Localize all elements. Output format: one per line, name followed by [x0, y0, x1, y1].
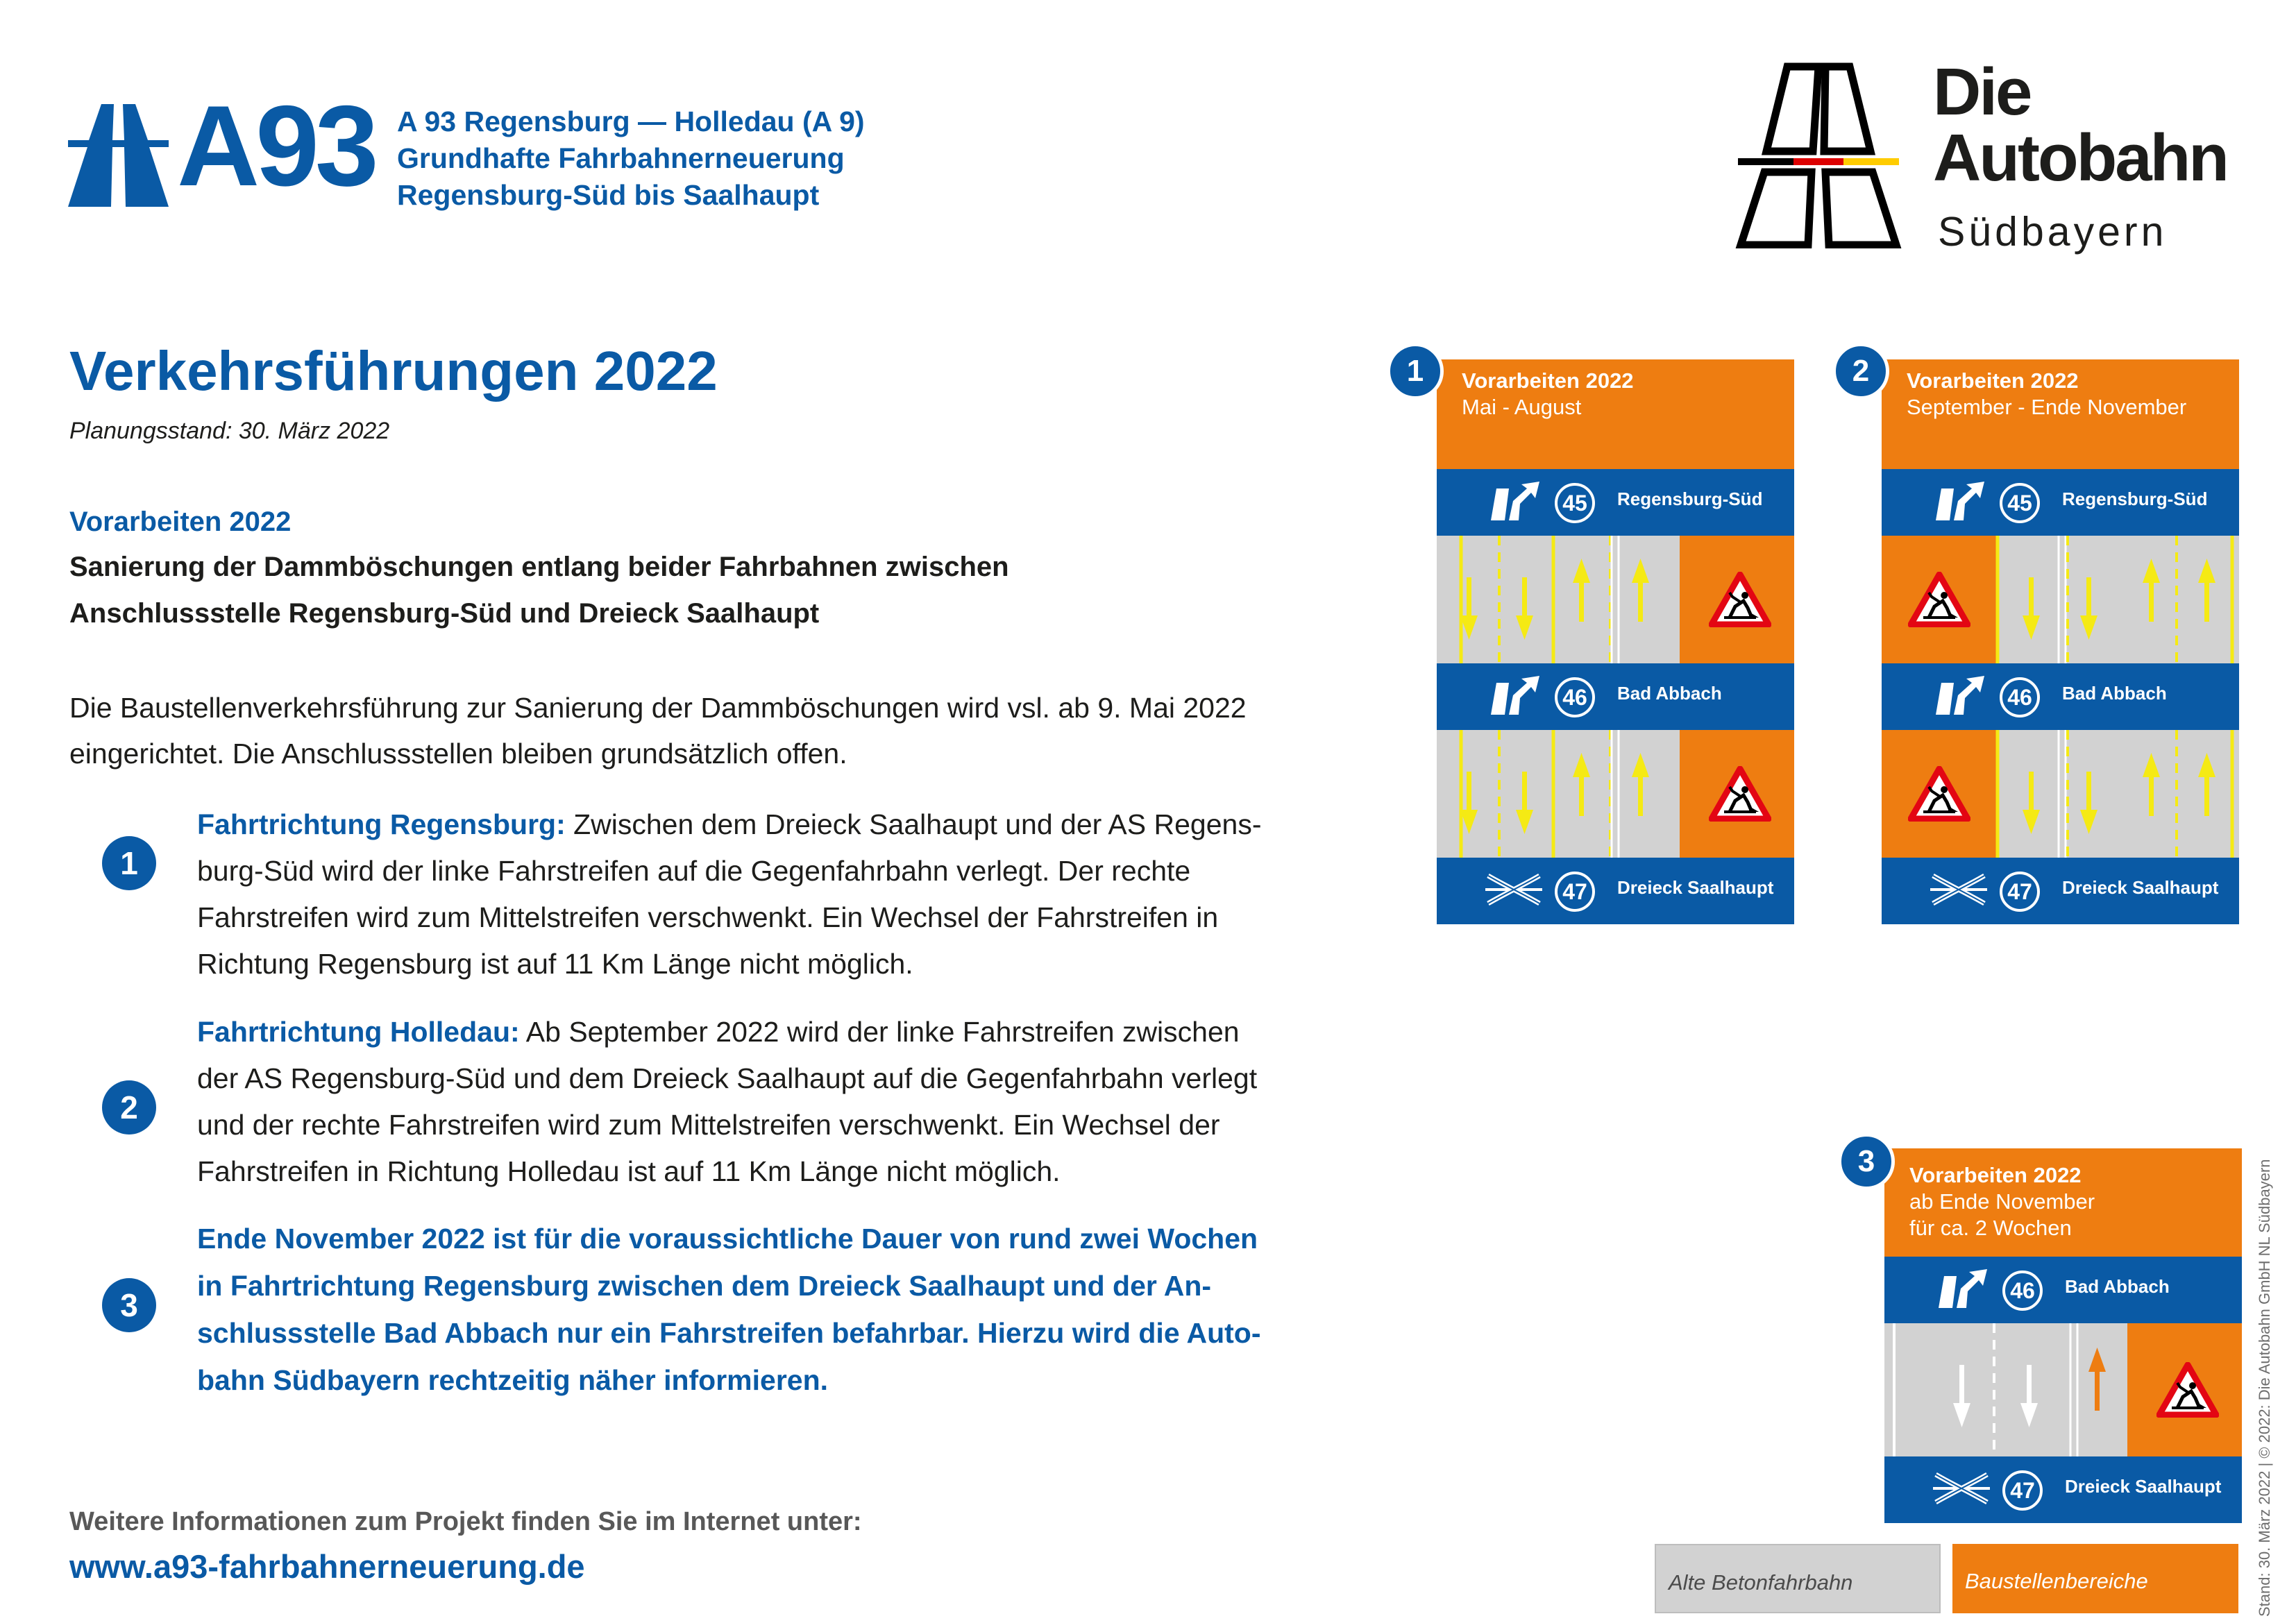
website-link[interactable]: www.a93-fahrbahnerneuerung.de: [69, 1548, 585, 1585]
panel-1-lanes-a: [1437, 536, 1794, 663]
panel-1-badge: 1: [1387, 343, 1444, 400]
panel-3-title: Vorarbeiten 2022: [1909, 1163, 2082, 1187]
exit-name: Regensburg-Süd: [1617, 488, 1763, 509]
legend-construction-area: Baustellenbereiche: [1952, 1544, 2238, 1613]
section-subtitle-line-2: Anschlussstelle Regensburg-Süd und Dreieck Saalhaupt: [69, 598, 820, 629]
item-3-line-2: in Fahrtrichtung Regensburg zwischen dem Dreieck Saalhaupt und der An-: [197, 1270, 1212, 1302]
exit-name: Dreieck Saalhaupt: [2065, 1476, 2222, 1497]
item-1-line-4: Richtung Regensburg ist auf 11 Km Länge nicht möglich.: [197, 948, 913, 980]
copyright-note: Stand: 30. März 2022 | © 2022: Die Autobahn GmbH NL Südbayern: [2256, 1159, 2273, 1617]
item-2-badge: 2: [102, 1080, 156, 1135]
panel-1-exit-45: [1437, 469, 1794, 536]
item-1-line-1: [197, 808, 1261, 841]
item-2-line-2: der AS Regensburg-Süd und dem Dreieck Saalhaupt auf die Gegenfahrbahn verlegt: [197, 1062, 1258, 1094]
planning-status: Planungsstand: 30. März 2022: [69, 418, 390, 444]
panel-3-period-2: für ca. 2 Wochen: [1909, 1216, 2072, 1240]
item-3-badge: 3: [102, 1278, 156, 1332]
exit-icon: [1491, 482, 1539, 520]
exit-number: 45: [2000, 483, 2040, 523]
panel-2-title: Vorarbeiten 2022: [1907, 368, 2079, 393]
intro-line-2: eingerichtet. Die Anschlussstellen bleiben grundsätzlich offen.: [69, 738, 847, 770]
item-3-line-3: schlussstelle Bad Abbach nur ein Fahrstreifen befahrbar. Hierzu wird die Auto-: [197, 1317, 1261, 1349]
item-1-badge: 1: [102, 836, 156, 890]
diagram-panel-3: [1884, 1148, 2242, 1523]
a93-brand: A93: [177, 82, 375, 210]
exit-name: Bad Abbach: [1617, 683, 1722, 704]
section-title: Vorarbeiten 2022: [69, 507, 292, 537]
more-info-text: Weitere Informationen zum Projekt finden Sie im Internet unter:: [69, 1507, 862, 1536]
item-2-lead: Fahrtrichtung Holledau:: [197, 1016, 520, 1048]
exit-number: 47: [1555, 872, 1595, 912]
page-title: Verkehrsführungen 2022: [69, 340, 718, 402]
exit-number: 45: [1555, 483, 1595, 523]
item-1-lead: Fahrtrichtung Regensburg:: [197, 808, 566, 840]
item-2-line-3: und der rechte Fahrstreifen wird zum Mittelstreifen verschwenkt. Ein Wechsel der: [197, 1109, 1220, 1141]
diagram-panel-2: [1882, 359, 2239, 924]
item-3-line-1: Ende November 2022 ist für die voraussichtliche Dauer von rund zwei Wochen: [197, 1223, 1258, 1255]
panel-1-lanes-b: [1437, 730, 1794, 858]
exit-name: Dreieck Saalhaupt: [2062, 877, 2219, 898]
exit-name: Bad Abbach: [2062, 683, 2167, 704]
panel-1-title: Vorarbeiten 2022: [1462, 368, 1634, 393]
exit-number: 46: [2002, 1271, 2043, 1311]
panel-1-exit-46: [1437, 663, 1794, 730]
exit-icon: [1936, 482, 1984, 520]
item-3-line-4: bahn Südbayern rechtzeitig näher informieren.: [197, 1364, 829, 1396]
diagram-panel-1: [1437, 359, 1794, 924]
interchange-icon: [1929, 870, 1989, 909]
interchange-icon: [1484, 870, 1544, 909]
panel-2-exit-47: [1882, 858, 2239, 924]
item-2-line-4: Fahrstreifen in Richtung Holledau ist auf 11 Km Länge nicht möglich.: [197, 1155, 1061, 1187]
panel-2-period: September - Ende November: [1907, 395, 2187, 419]
project-line-3: Regensburg-Süd bis Saalhaupt: [397, 179, 820, 211]
exit-icon: [1939, 1269, 1987, 1308]
project-line-1: A 93 Regensburg — Holledau (A 9): [397, 105, 865, 137]
exit-name: Bad Abbach: [2065, 1276, 2170, 1297]
project-line-2: Grundhafte Fahrbahnerneuerung: [397, 142, 845, 174]
logo-line-suedbayern: Südbayern: [1938, 209, 2168, 255]
item-2-first-rest: Ab September 2022 wird der linke Fahrstreifen zwischen: [519, 1016, 1240, 1048]
exit-name: Regensburg-Süd: [2062, 488, 2208, 509]
panel-1-exit-47: [1437, 858, 1794, 924]
panel-2-lanes-a: [1882, 536, 2239, 663]
item-1-line-3: Fahrstreifen wird zum Mittelstreifen verschwenkt. Ein Wechsel der Fahrstreifen in: [197, 901, 1219, 933]
panel-2-header: [1882, 359, 2239, 469]
panel-1-period: Mai - August: [1462, 395, 1582, 419]
exit-icon: [1491, 676, 1539, 715]
logo-line-autobahn: Autobahn: [1933, 121, 2227, 195]
die-autobahn-logo-icon: [1735, 61, 1902, 248]
panel-2-lanes-b: [1882, 730, 2239, 858]
panel-3-period-1: ab Ende November: [1909, 1189, 2095, 1214]
exit-name: Dreieck Saalhaupt: [1617, 877, 1774, 898]
legend-old-concrete: Alte Betonfahrbahn: [1655, 1544, 1941, 1613]
panel-3-exit-46: [1884, 1257, 2242, 1323]
exit-number: 46: [1555, 677, 1595, 717]
panel-2-exit-46: [1882, 663, 2239, 730]
intro-line-1: Die Baustellenverkehrsführung zur Sanierung der Dammböschungen wird vsl. ab 9. Mai 2022: [69, 692, 1247, 724]
item-1-first-rest: Zwischen dem Dreieck Saalhaupt und der AS Regens-: [565, 808, 1262, 840]
panel-1-header: [1437, 359, 1794, 469]
panel-2-exit-45: [1882, 469, 2239, 536]
exit-number: 47: [2002, 1470, 2043, 1511]
exit-number: 47: [2000, 872, 2040, 912]
panel-3-badge: 3: [1838, 1133, 1895, 1190]
panel-3-exit-47: [1884, 1456, 2242, 1523]
panel-2-badge: 2: [1832, 343, 1889, 400]
section-subtitle-line-1: Sanierung der Dammböschungen entlang beider Fahrbahnen zwischen: [69, 552, 1009, 582]
exit-number: 46: [2000, 677, 2040, 717]
item-1-line-2: burg-Süd wird der linke Fahrstreifen auf die Gegenfahrbahn verlegt. Der rechte: [197, 855, 1191, 887]
panel-3-header: [1884, 1148, 2242, 1257]
logo-line-die: Die: [1933, 55, 2031, 129]
exit-icon: [1936, 676, 1984, 715]
panel-3-lanes: [1884, 1323, 2242, 1456]
interchange-icon: [1932, 1469, 1991, 1508]
a93-motorway-icon: [68, 104, 169, 207]
item-2-line-1: [197, 1016, 1240, 1048]
